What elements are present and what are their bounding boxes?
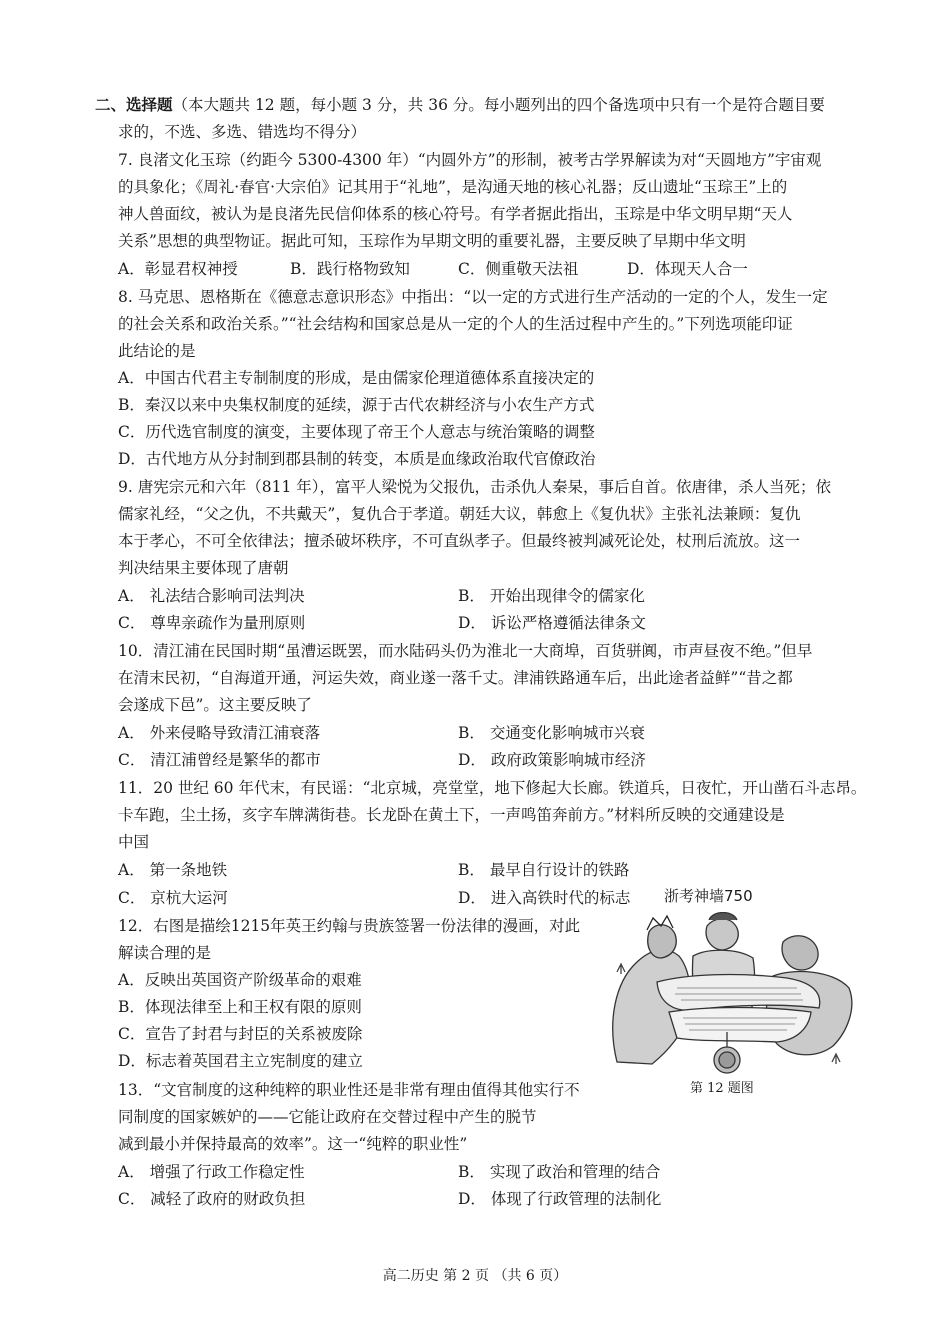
q13-stem-line-3: 减到最小并保持最高的效率”。这一“纯粹的职业性” [118, 1135, 468, 1153]
q12-option-a[interactable]: A．反映出英国资产阶级革命的艰难 [118, 971, 362, 989]
figure-caption: 第 12 题图 [690, 1081, 754, 1096]
q11-option-c[interactable]: C． 京杭大运河 [118, 889, 228, 907]
q10-option-b[interactable]: B． 交通变化影响城市兴衰 [458, 724, 645, 742]
q7-stem-line-2: 的具象化；《周礼·春官·大宗伯》记其用于“礼地”，是沟通天地的核心礼器；反山遗址“玉琮王”上的 [118, 178, 788, 196]
q12-option-d[interactable]: D．标志着英国君主立宪制度的建立 [118, 1052, 363, 1070]
q8-option-a[interactable]: A．中国古代君主专制制度的形成，是由儒家伦理道德体系直接决定的 [118, 369, 595, 387]
q11-option-b[interactable]: B． 最早自行设计的铁路 [458, 861, 630, 879]
q8-option-d[interactable]: D．古代地方从分封制到郡县制的转变，本质是血缘政治取代官僚政治 [118, 450, 596, 468]
q11-option-a[interactable]: A． 第一条地铁 [118, 861, 228, 879]
q10-option-a[interactable]: A． 外来侵略导致清江浦衰落 [118, 724, 321, 742]
watermark-text: 浙考神墙750 [664, 887, 753, 905]
q13-stem-line-1: 13．“文官制度的这种纯粹的职业性还是非常有理由值得其他实行不 [118, 1081, 580, 1099]
magna-carta-cartoon-image [597, 912, 859, 1077]
q11-stem-line-2: 卡车跑，尘土扬，亥字车牌满街巷。长龙卧在黄土下，一声鸣笛奔前方。”材料所反映的交通建设是 [118, 806, 785, 824]
q13-option-b[interactable]: B． 实现了政治和管理的结合 [458, 1163, 661, 1181]
q10-stem-line-3: 会遂成下邑”。这主要反映了 [118, 696, 312, 714]
q8-stem-line-2: 的社会关系和政治关系。”“社会结构和国家总是从一定的个人的生活过程中产生的。”下列选项能印证 [118, 315, 793, 333]
q8-stem-line-1: 8. 马克思、恩格斯在《德意志意识形态》中指出：“以一定的方式进行生产活动的一定的个人，发生一定 [118, 288, 828, 306]
q10-stem-line-1: 10．清江浦在民国时期“虽漕运既罢，而水陆码头仍为淮北一大商埠，百货骈阗，市声昼夜不绝。”但早 [118, 642, 813, 660]
q10-option-d[interactable]: D． 政府政策影响城市经济 [458, 751, 646, 769]
q7-option-b[interactable]: B．践行格物致知 [290, 260, 410, 278]
q9-option-c[interactable]: C． 尊卑亲疏作为量刑原则 [118, 614, 306, 632]
q7-option-d[interactable]: D．体现天人合一 [627, 260, 748, 278]
q10-stem-line-2: 在清末民初，“自海道开通，河运失效，商业遂一落千丈。津浦铁路通车后，出此途者益鲜”“昔之都 [118, 669, 793, 687]
q12-stem-line-2: 解读合理的是 [118, 944, 212, 962]
q11-stem-line-1: 11．20 世纪 60 年代末，有民谣：“北京城，亮堂堂，地下修起大长廊。铁道兵，日夜忙，开山凿石斗志昂。 [118, 779, 867, 797]
section-header [95, 94, 825, 116]
q8-option-b[interactable]: B．秦汉以来中央集权制度的延续，源于古代农耕经济与小农生产方式 [118, 396, 595, 414]
section-title: 二、选择题 [95, 95, 173, 114]
q9-option-b[interactable]: B． 开始出现律令的儒家化 [458, 587, 645, 605]
q7-option-a[interactable]: A．彰显君权神授 [118, 260, 238, 278]
q7-stem-line-1: 7. 良渚文化玉琮（约距今 5300-4300 年）“内圆外方”的形制，被考古学界解读为对“天圆地方”宇宙观 [118, 151, 822, 169]
q11-option-d[interactable]: D． 进入高铁时代的标志 [458, 889, 631, 907]
q12-stem-line-1: 12．右图是描绘1215年英王约翰与贵族签署一份法律的漫画，对此 [118, 917, 581, 935]
q9-stem-line-1: 9. 唐宪宗元和六年（811 年），富平人梁悦为父报仇，击杀仇人秦杲，事后自首。依唐律，杀人当死；依 [118, 478, 831, 496]
q13-option-a[interactable]: A． 增强了行政工作稳定性 [118, 1163, 305, 1181]
q13-option-d[interactable]: D． 体现了行政管理的法制化 [458, 1190, 662, 1208]
q9-stem-line-4: 判决结果主要体现了唐朝 [118, 559, 289, 577]
page-footer: 高二历史 第 2 页 （共 6 页） [382, 1268, 568, 1284]
q8-stem-line-3: 此结论的是 [118, 342, 196, 360]
q13-stem-line-2: 同制度的国家嫉妒的——它能让政府在交替过程中产生的脱节 [118, 1108, 537, 1126]
q9-option-a[interactable]: A． 礼法结合影响司法判决 [118, 587, 305, 605]
q7-option-c[interactable]: C．侧重敬天法祖 [458, 260, 579, 278]
q9-stem-line-3: 本于孝心，不可全依律法；擅杀破坏秩序，不可直纵孝子。但最终被判减死论处，杖刑后流放。这一 [118, 532, 801, 550]
q13-option-c[interactable]: C． 减轻了政府的财政负担 [118, 1190, 306, 1208]
q12-option-c[interactable]: C．宣告了封君与封臣的关系被废除 [118, 1025, 363, 1043]
q9-stem-line-2: 儒家礼经，“父之仇，不共戴天”，复仇合于孝道。朝廷大议，韩愈上《复仇状》主张礼法兼顾：复仇 [118, 505, 801, 523]
section-note-1: （本大题共 12 题，每小题 3 分，共 36 分。每小题列出的四个备选项中只有一个是符合题目要 [172, 96, 825, 114]
q11-stem-line-3: 中国 [118, 833, 150, 851]
q10-option-c[interactable]: C． 清江浦曾经是繁华的都市 [118, 751, 321, 769]
q7-stem-line-4: 关系”思想的典型物证。据此可知，玉琮作为早期文明的重要礼器，主要反映了早期中华文明 [118, 232, 746, 250]
q12-option-b[interactable]: B．体现法律至上和王权有限的原则 [118, 998, 362, 1016]
q8-option-c[interactable]: C．历代选官制度的演变，主要体现了帝王个人意志与统治策略的调整 [118, 423, 595, 441]
q7-stem-line-3: 神人兽面纹，被认为是良渚先民信仰体系的核心符号。有学者据此指出，玉琮是中华文明早期“天人 [118, 205, 793, 223]
q9-option-d[interactable]: D． 诉讼严格遵循法律条文 [458, 614, 646, 632]
section-note-2: 求的，不选、多选、错选均不得分） [118, 123, 367, 141]
